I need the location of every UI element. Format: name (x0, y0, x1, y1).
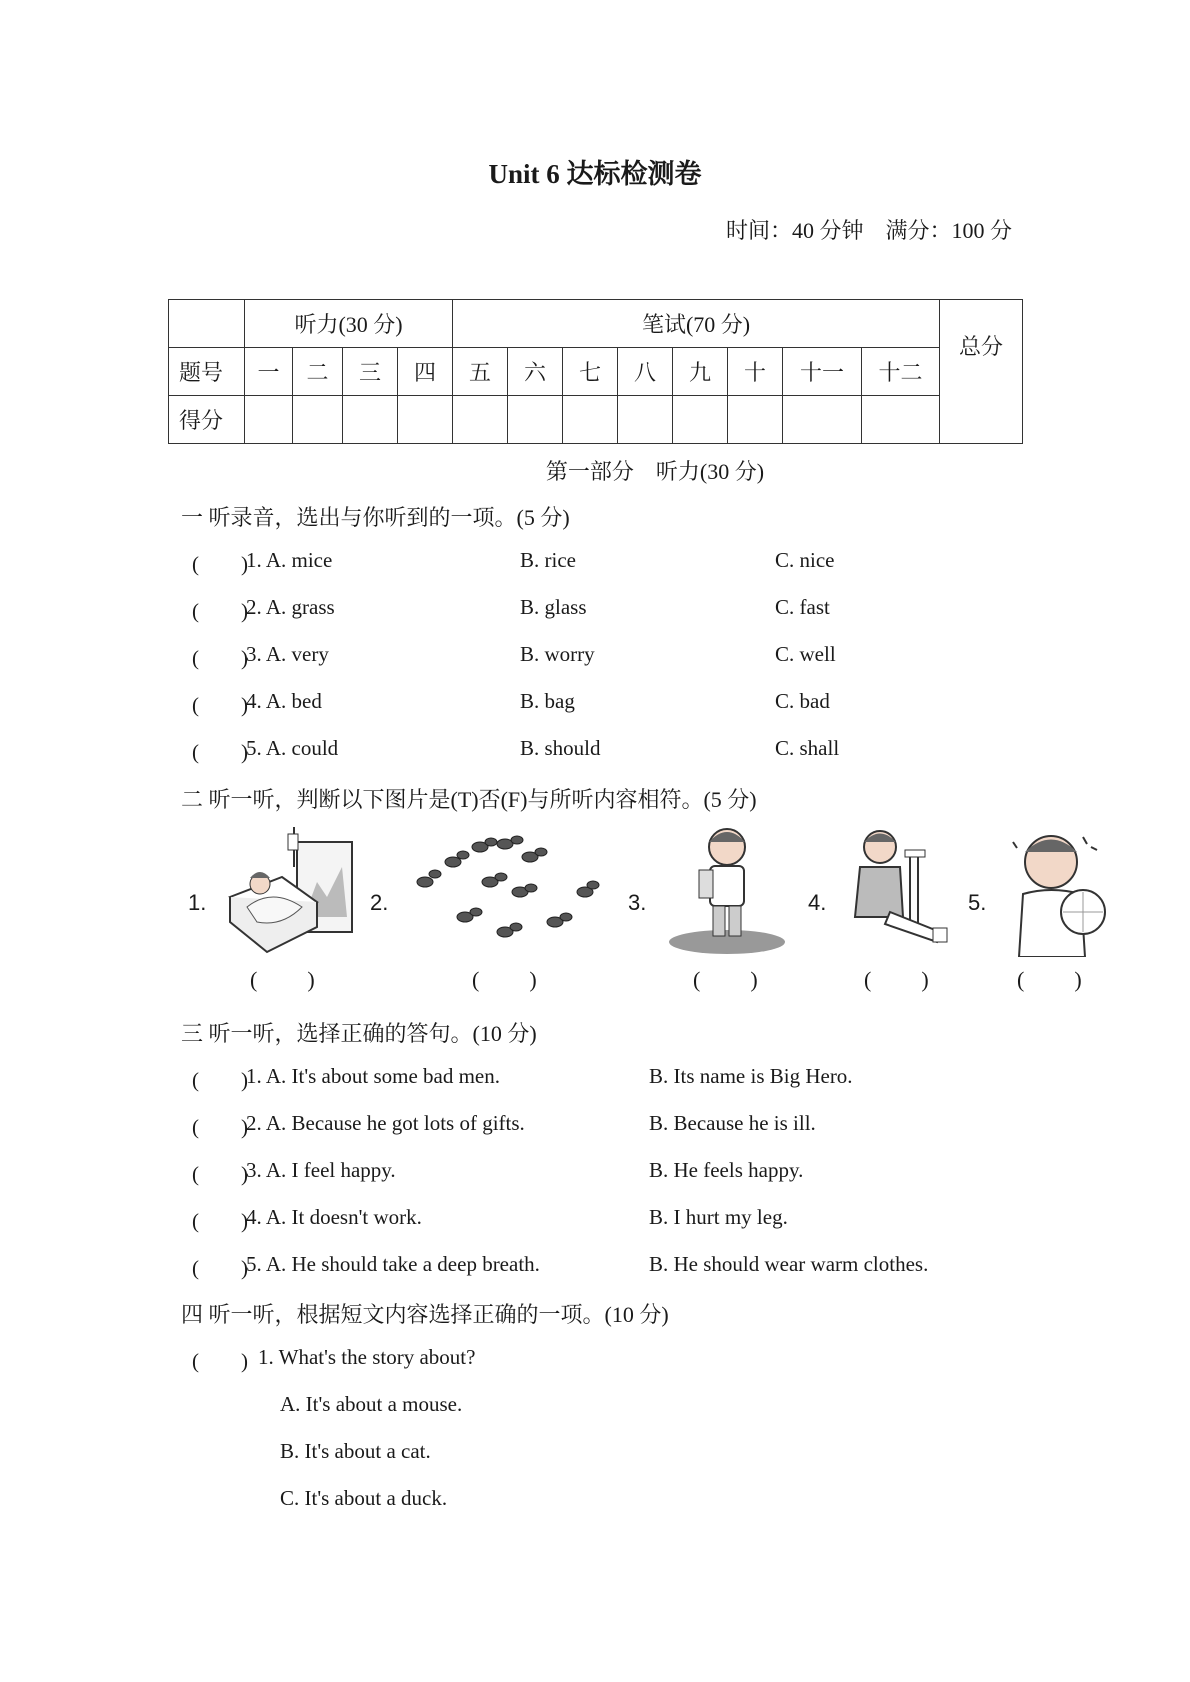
score-cell[interactable] (618, 396, 673, 444)
col-header: 十 (728, 348, 783, 396)
list-item (192, 1064, 1072, 1094)
option-b: B. Because he is ill. (649, 1111, 816, 1135)
col-header: 四 (398, 348, 453, 396)
answer-paren[interactable]: ( ) (192, 646, 248, 670)
list-item (192, 1345, 1072, 1375)
row-label-score: 得分 (169, 396, 245, 444)
option-b: B. rice (520, 548, 576, 572)
question-text: 1. What's the story about? (258, 1345, 476, 1369)
option-a: 1. A. It's about some bad men. (246, 1064, 500, 1088)
table-corner (169, 300, 245, 348)
answer-paren[interactable]: ( ) (693, 967, 760, 992)
section4-heading: 四 听一听，根据短文内容选择正确的一项。(10 分) (181, 1302, 669, 1327)
option-b: B. It's about a cat. (280, 1439, 431, 1463)
option-c: C. shall (775, 736, 840, 760)
col-header: 六 (508, 348, 563, 396)
col-header: 一 (245, 348, 293, 396)
option-b: B. worry (520, 642, 595, 666)
option-b: B. glass (520, 595, 587, 619)
ants-illustration (405, 822, 605, 957)
answer-paren[interactable]: ( ) (472, 967, 539, 992)
answer-paren[interactable]: ( ) (250, 967, 317, 992)
answer-paren[interactable]: ( ) (192, 1162, 248, 1186)
list-item (192, 1111, 1072, 1141)
answer-paren[interactable]: ( ) (864, 967, 931, 992)
score-table (168, 299, 1023, 444)
score-cell[interactable] (293, 396, 343, 444)
option-b: B. He should wear warm clothes. (649, 1252, 929, 1276)
option-b: B. bag (520, 689, 575, 713)
option-a: 4. A. It doesn't work. (246, 1205, 422, 1229)
answer-paren[interactable]: ( ) (1017, 967, 1084, 992)
score-cell[interactable] (783, 396, 862, 444)
list-item (192, 1252, 1072, 1282)
col-header: 九 (673, 348, 728, 396)
score-cell[interactable] (453, 396, 508, 444)
answer-paren[interactable]: ( ) (192, 599, 248, 623)
col-header: 五 (453, 348, 508, 396)
option-a: 3. A. I feel happy. (246, 1158, 396, 1182)
score-cell[interactable] (343, 396, 398, 444)
page-title: Unit 6 达标检测卷 (488, 159, 702, 189)
list-item (192, 689, 1072, 719)
score-cell[interactable] (673, 396, 728, 444)
list-item (192, 736, 1072, 766)
col-header: 八 (618, 348, 673, 396)
option-a: 2. A. grass (246, 595, 335, 619)
answer-paren[interactable]: ( ) (192, 1209, 248, 1233)
option-c: C. bad (775, 689, 830, 713)
list-item (192, 1205, 1072, 1235)
total-header: 总分 (940, 300, 1023, 444)
list-item (192, 1158, 1072, 1188)
picture-number: 5. (968, 890, 987, 915)
answer-paren[interactable]: ( ) (192, 552, 248, 576)
option-a: 1. A. mice (246, 548, 333, 572)
part-title: 第一部分 听力(30 分) (545, 459, 765, 484)
section1-heading: 一 听录音，选出与你听到的一项。(5 分) (181, 505, 570, 530)
option-a: A. It's about a mouse. (280, 1392, 463, 1416)
option-b: B. should (520, 736, 601, 760)
section2-heading: 二 听一听，判断以下图片是(T)否(F)与所听内容相符。(5 分) (181, 787, 757, 812)
picture-number: 1. (188, 890, 207, 915)
option-a: 5. A. could (246, 736, 339, 760)
col-header: 三 (343, 348, 398, 396)
girl-sick-in-bed-illustration (222, 822, 357, 957)
listening-header: 听力(30 分) (245, 300, 453, 348)
option-c: C. nice (775, 548, 835, 572)
score-cell[interactable] (862, 396, 940, 444)
score-cell[interactable] (563, 396, 618, 444)
answer-paren[interactable]: ( ) (192, 1349, 248, 1373)
option-a: 4. A. bed (246, 689, 322, 713)
boy-in-puddle-illustration (665, 822, 795, 957)
answer-paren[interactable]: ( ) (192, 740, 248, 764)
score-cell[interactable] (508, 396, 563, 444)
list-item (192, 548, 1072, 578)
option-b: B. Its name is Big Hero. (649, 1064, 853, 1088)
picture-number: 3. (628, 890, 647, 915)
score-cell[interactable] (245, 396, 293, 444)
option-a: 3. A. very (246, 642, 329, 666)
option-b: B. He feels happy. (649, 1158, 804, 1182)
list-item (192, 642, 1072, 672)
boy-hot-with-fan-illustration (1003, 822, 1113, 957)
answer-paren[interactable]: ( ) (192, 693, 248, 717)
col-header: 十一 (783, 348, 862, 396)
option-b: B. I hurt my leg. (649, 1205, 788, 1229)
col-header: 二 (293, 348, 343, 396)
option-c: C. It's about a duck. (280, 1486, 448, 1510)
boy-hurt-leg-illustration (845, 822, 960, 957)
col-header: 十二 (862, 348, 940, 396)
score-cell[interactable] (398, 396, 453, 444)
answer-paren[interactable]: ( ) (192, 1256, 248, 1280)
option-a: 2. A. Because he got lots of gifts. (246, 1111, 525, 1135)
time-score-info: 时间：40 分钟 满分：100 分 (725, 218, 1012, 243)
answer-paren[interactable]: ( ) (192, 1068, 248, 1092)
option-c: C. fast (775, 595, 830, 619)
option-c: C. well (775, 642, 836, 666)
option-a: 5. A. He should take a deep breath. (246, 1252, 540, 1276)
section3-heading: 三 听一听，选择正确的答句。(10 分) (181, 1021, 537, 1046)
picture-number: 4. (808, 890, 827, 915)
list-item (192, 595, 1072, 625)
picture-number: 2. (370, 890, 389, 915)
writing-header: 笔试(70 分) (453, 300, 940, 348)
score-cell[interactable] (728, 396, 783, 444)
row-label-number: 题号 (169, 348, 245, 396)
answer-paren[interactable]: ( ) (192, 1115, 248, 1139)
col-header: 七 (563, 348, 618, 396)
